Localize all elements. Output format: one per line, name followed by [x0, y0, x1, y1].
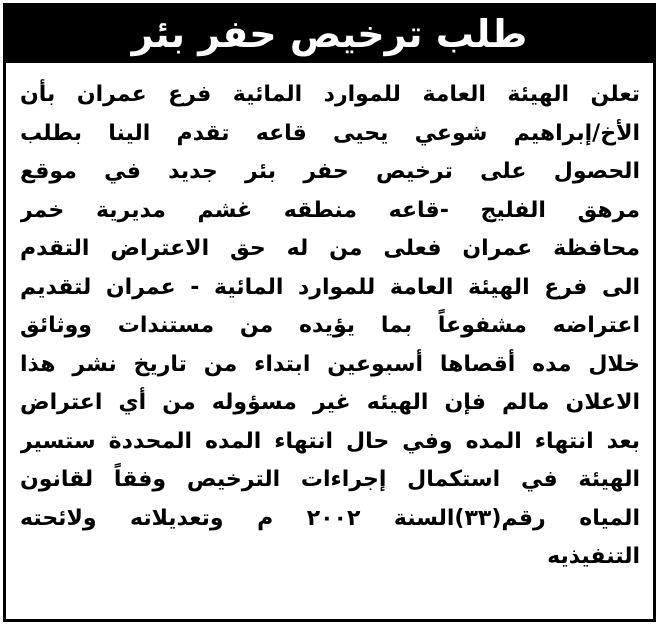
title-bar [6, 6, 653, 63]
notice-line-4: مرهق الفليج -قاعه منطقه غشم مديرية خمر [20, 197, 640, 223]
notice-title: طلب ترخيص حفر بئر [131, 12, 528, 56]
notice-line-10: بعد انتهاء المده وفي حال انتهاء المده المحددة ستسير [20, 428, 640, 454]
notice-line-1: تعلن الهيئة العامة للموارد المائية فرع عمران بأن [20, 82, 640, 107]
notice-box [3, 3, 656, 622]
notice-line-2: الأخ/إبراهيم شوعي يحيى قاعه تقدم الينا بطلب [20, 120, 640, 146]
notice-line-7: اعتراضه مشفوعاً بما يؤيده من مستندات ووثائق [20, 313, 640, 338]
notice-line-5: محافظة عمران فعلى من له حق الاعتراض التقدم [20, 236, 640, 261]
notice-line-13: التنفيذيه [547, 544, 640, 569]
notice-line-9: الاعلان مالم فإن الهيئه غير مسؤوله من أي اعتراض [20, 390, 640, 415]
notice-line-8: خلال مده أقصاها أسبوعين ابتداء من تاريخ نشر هذا [20, 351, 640, 377]
notice-line-12: المياه رقم(٣٣)السنة ٢٠٠٢ م وتعديلاته ولائحته [20, 505, 640, 531]
notice-line-3: الحصول على ترخيص حفر بئر جديد في موقع [20, 159, 640, 184]
notice-body [20, 76, 640, 577]
notice-line-11: الهيئة في استكمال إجراءات الترخيص وفقاً لقانون [20, 467, 640, 492]
notice-line-6: الى فرع الهيئة العامة للموارد المائية - عمران لتقديم [20, 274, 640, 300]
